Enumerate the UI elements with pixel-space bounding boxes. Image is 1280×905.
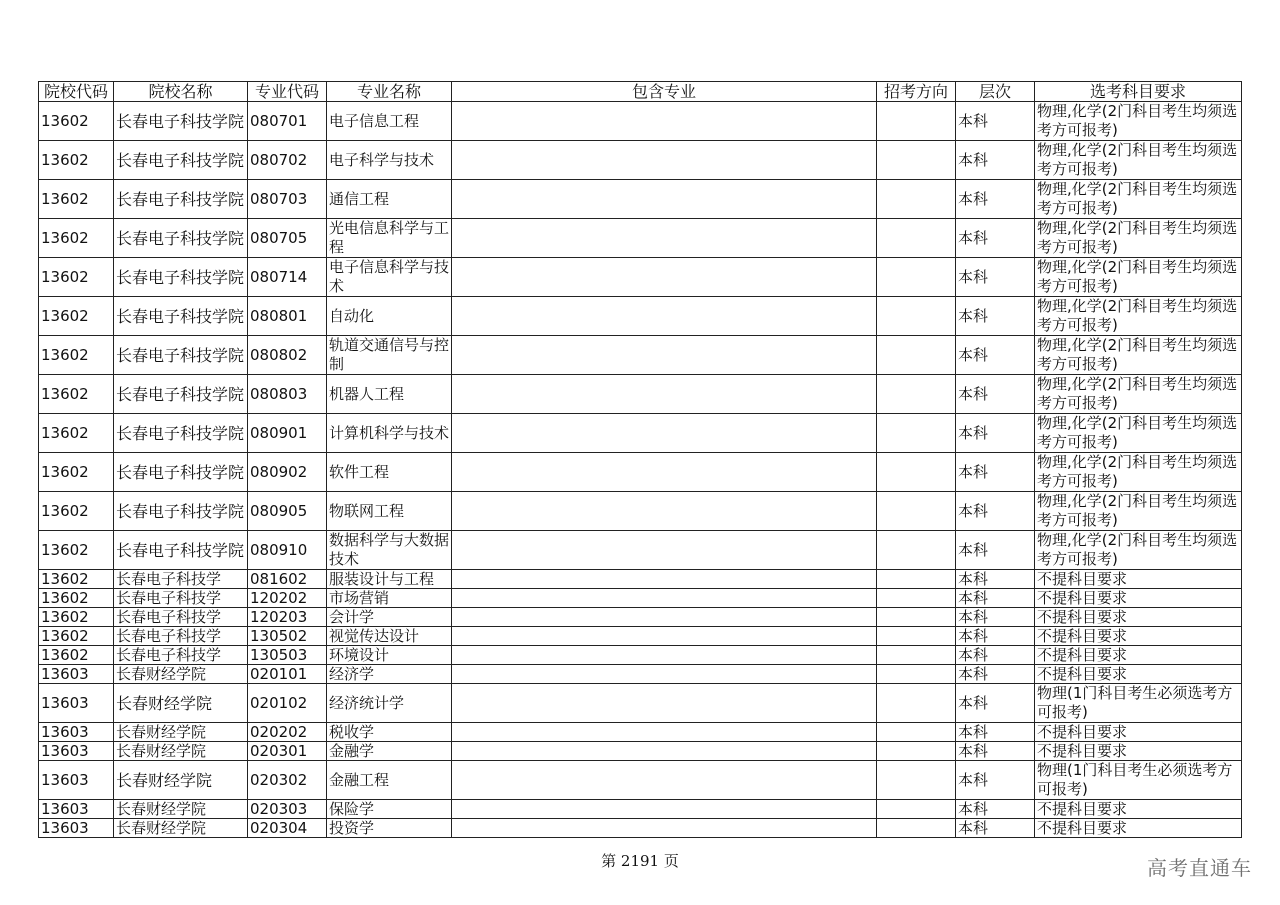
school-name-cell: 长春电子科技学院 [114, 453, 248, 492]
level-cell: 本科 [956, 219, 1035, 258]
major-name-cell: 金融学 [327, 742, 452, 761]
subject-requirement-cell: 不提科目要求 [1035, 608, 1242, 627]
school-name-cell: 长春电子科技学院 [114, 141, 248, 180]
major-name-cell: 电子信息科学与技术 [327, 258, 452, 297]
subject-requirement-cell: 物理(1门科目考生必须选考方可报考) [1035, 684, 1242, 723]
table-row [39, 453, 1242, 492]
table-row [39, 141, 1242, 180]
school-code-cell: 13602 [39, 589, 114, 608]
direction-cell [877, 819, 956, 838]
included-majors-cell [452, 414, 877, 453]
included-majors-cell [452, 102, 877, 141]
major-name-cell: 市场营销 [327, 589, 452, 608]
major-name-cell: 机器人工程 [327, 375, 452, 414]
school-name-cell: 长春电子科技学 [114, 627, 248, 646]
subject-requirement-cell: 不提科目要求 [1035, 627, 1242, 646]
major-name-cell: 经济统计学 [327, 684, 452, 723]
included-majors-cell [452, 608, 877, 627]
included-majors-cell [452, 219, 877, 258]
school-name-cell: 长春电子科技学院 [114, 492, 248, 531]
subject-requirement-cell: 物理,化学(2门科目考生均须选考方可报考) [1035, 141, 1242, 180]
school-code-cell: 13603 [39, 723, 114, 742]
major-code-cell: 020304 [248, 819, 327, 838]
major-name-cell: 服装设计与工程 [327, 570, 452, 589]
school-code-cell: 13602 [39, 297, 114, 336]
school-code-cell: 13602 [39, 627, 114, 646]
included-majors-cell [452, 723, 877, 742]
included-majors-cell [452, 742, 877, 761]
school-name-cell: 长春财经学院 [114, 723, 248, 742]
direction-cell [877, 627, 956, 646]
level-cell: 本科 [956, 608, 1035, 627]
major-code-cell: 020202 [248, 723, 327, 742]
table-row [39, 684, 1242, 723]
table-row [39, 570, 1242, 589]
direction-cell [877, 453, 956, 492]
subject-requirement-cell: 不提科目要求 [1035, 819, 1242, 838]
school-name-cell: 长春电子科技学 [114, 589, 248, 608]
subject-requirement-cell: 不提科目要求 [1035, 570, 1242, 589]
major-name-cell: 通信工程 [327, 180, 452, 219]
school-code-cell: 13602 [39, 570, 114, 589]
major-code-cell: 080801 [248, 297, 327, 336]
majors-table [38, 81, 1242, 838]
school-name-cell: 长春电子科技学 [114, 646, 248, 665]
subject-requirement-cell: 物理,化学(2门科目考生均须选考方可报考) [1035, 531, 1242, 570]
header-school-code: 院校代码 [39, 82, 114, 102]
table-row [39, 819, 1242, 838]
school-name-cell: 长春财经学院 [114, 742, 248, 761]
level-cell: 本科 [956, 800, 1035, 819]
school-code-cell: 13602 [39, 180, 114, 219]
direction-cell [877, 723, 956, 742]
subject-requirement-cell: 物理,化学(2门科目考生均须选考方可报考) [1035, 219, 1242, 258]
major-name-cell: 自动化 [327, 297, 452, 336]
subject-requirement-cell: 物理,化学(2门科目考生均须选考方可报考) [1035, 297, 1242, 336]
school-code-cell: 13602 [39, 646, 114, 665]
major-code-cell: 080901 [248, 414, 327, 453]
level-cell: 本科 [956, 258, 1035, 297]
major-code-cell: 020101 [248, 665, 327, 684]
school-name-cell: 长春电子科技学院 [114, 336, 248, 375]
major-name-cell: 物联网工程 [327, 492, 452, 531]
level-cell: 本科 [956, 570, 1035, 589]
level-cell: 本科 [956, 761, 1035, 800]
major-code-cell: 080702 [248, 141, 327, 180]
table-row [39, 336, 1242, 375]
major-name-cell: 软件工程 [327, 453, 452, 492]
level-cell: 本科 [956, 375, 1035, 414]
table-row [39, 258, 1242, 297]
subject-requirement-cell: 不提科目要求 [1035, 665, 1242, 684]
subject-requirement-cell: 物理(1门科目考生必须选考方可报考) [1035, 761, 1242, 800]
watermark-logo: 高考直通车 [1147, 856, 1252, 880]
major-code-cell: 080905 [248, 492, 327, 531]
table-row [39, 665, 1242, 684]
header-school-name: 院校名称 [114, 82, 248, 102]
table-row [39, 646, 1242, 665]
included-majors-cell [452, 646, 877, 665]
table-row [39, 102, 1242, 141]
major-code-cell: 080902 [248, 453, 327, 492]
subject-requirement-cell: 物理,化学(2门科目考生均须选考方可报考) [1035, 180, 1242, 219]
included-majors-cell [452, 297, 877, 336]
subject-requirement-cell: 物理,化学(2门科目考生均须选考方可报考) [1035, 414, 1242, 453]
school-name-cell: 长春财经学院 [114, 761, 248, 800]
subject-requirement-cell: 不提科目要求 [1035, 589, 1242, 608]
included-majors-cell [452, 453, 877, 492]
included-majors-cell [452, 336, 877, 375]
subject-requirement-cell: 物理,化学(2门科目考生均须选考方可报考) [1035, 375, 1242, 414]
school-name-cell: 长春电子科技学院 [114, 531, 248, 570]
table-row [39, 589, 1242, 608]
school-name-cell: 长春电子科技学院 [114, 258, 248, 297]
level-cell: 本科 [956, 723, 1035, 742]
included-majors-cell [452, 180, 877, 219]
direction-cell [877, 800, 956, 819]
direction-cell [877, 414, 956, 453]
school-name-cell: 长春电子科技学院 [114, 102, 248, 141]
header-subject-requirement: 选考科目要求 [1035, 82, 1242, 102]
major-code-cell: 080703 [248, 180, 327, 219]
direction-cell [877, 531, 956, 570]
included-majors-cell [452, 665, 877, 684]
level-cell: 本科 [956, 531, 1035, 570]
table-row [39, 531, 1242, 570]
included-majors-cell [452, 570, 877, 589]
level-cell: 本科 [956, 180, 1035, 219]
school-code-cell: 13603 [39, 684, 114, 723]
level-cell: 本科 [956, 141, 1035, 180]
major-name-cell: 税收学 [327, 723, 452, 742]
direction-cell [877, 375, 956, 414]
table-row [39, 761, 1242, 800]
header-direction: 招考方向 [877, 82, 956, 102]
included-majors-cell [452, 531, 877, 570]
included-majors-cell [452, 375, 877, 414]
school-code-cell: 13602 [39, 608, 114, 627]
major-name-cell: 电子信息工程 [327, 102, 452, 141]
major-code-cell: 020301 [248, 742, 327, 761]
direction-cell [877, 180, 956, 219]
major-name-cell: 轨道交通信号与控制 [327, 336, 452, 375]
major-name-cell: 投资学 [327, 819, 452, 838]
included-majors-cell [452, 141, 877, 180]
level-cell: 本科 [956, 627, 1035, 646]
subject-requirement-cell: 物理,化学(2门科目考生均须选考方可报考) [1035, 336, 1242, 375]
school-name-cell: 长春电子科技学院 [114, 219, 248, 258]
school-code-cell: 13602 [39, 375, 114, 414]
table-row [39, 742, 1242, 761]
school-code-cell: 13602 [39, 453, 114, 492]
level-cell: 本科 [956, 453, 1035, 492]
header-level: 层次 [956, 82, 1035, 102]
school-code-cell: 13603 [39, 761, 114, 800]
major-code-cell: 080705 [248, 219, 327, 258]
included-majors-cell [452, 589, 877, 608]
level-cell: 本科 [956, 819, 1035, 838]
header-included-majors: 包含专业 [452, 82, 877, 102]
level-cell: 本科 [956, 297, 1035, 336]
included-majors-cell [452, 492, 877, 531]
major-name-cell: 环境设计 [327, 646, 452, 665]
direction-cell [877, 665, 956, 684]
school-code-cell: 13603 [39, 800, 114, 819]
school-code-cell: 13602 [39, 531, 114, 570]
included-majors-cell [452, 684, 877, 723]
table-row [39, 608, 1242, 627]
direction-cell [877, 141, 956, 180]
table-row [39, 180, 1242, 219]
table-row [39, 414, 1242, 453]
header-major-name: 专业名称 [327, 82, 452, 102]
included-majors-cell [452, 761, 877, 800]
subject-requirement-cell: 不提科目要求 [1035, 800, 1242, 819]
level-cell: 本科 [956, 102, 1035, 141]
subject-requirement-cell: 不提科目要求 [1035, 742, 1242, 761]
direction-cell [877, 492, 956, 531]
table-row [39, 492, 1242, 531]
major-name-cell: 保险学 [327, 800, 452, 819]
subject-requirement-cell: 不提科目要求 [1035, 646, 1242, 665]
direction-cell [877, 761, 956, 800]
major-name-cell: 经济学 [327, 665, 452, 684]
school-code-cell: 13602 [39, 141, 114, 180]
school-name-cell: 长春财经学院 [114, 800, 248, 819]
level-cell: 本科 [956, 684, 1035, 723]
school-name-cell: 长春财经学院 [114, 684, 248, 723]
school-code-cell: 13602 [39, 258, 114, 297]
page-number: 第 2191 页 [601, 852, 679, 870]
header-major-code: 专业代码 [248, 82, 327, 102]
major-name-cell: 视觉传达设计 [327, 627, 452, 646]
major-code-cell: 080714 [248, 258, 327, 297]
school-code-cell: 13603 [39, 665, 114, 684]
major-code-cell: 120202 [248, 589, 327, 608]
subject-requirement-cell: 不提科目要求 [1035, 723, 1242, 742]
table-row [39, 723, 1242, 742]
included-majors-cell [452, 627, 877, 646]
school-code-cell: 13602 [39, 102, 114, 141]
major-code-cell: 080803 [248, 375, 327, 414]
direction-cell [877, 646, 956, 665]
major-code-cell: 130502 [248, 627, 327, 646]
direction-cell [877, 219, 956, 258]
major-code-cell: 120203 [248, 608, 327, 627]
subject-requirement-cell: 物理,化学(2门科目考生均须选考方可报考) [1035, 492, 1242, 531]
direction-cell [877, 570, 956, 589]
direction-cell [877, 297, 956, 336]
level-cell: 本科 [956, 646, 1035, 665]
major-name-cell: 计算机科学与技术 [327, 414, 452, 453]
level-cell: 本科 [956, 414, 1035, 453]
school-code-cell: 13602 [39, 219, 114, 258]
level-cell: 本科 [956, 589, 1035, 608]
major-name-cell: 电子科学与技术 [327, 141, 452, 180]
school-name-cell: 长春电子科技学院 [114, 414, 248, 453]
subject-requirement-cell: 物理,化学(2门科目考生均须选考方可报考) [1035, 258, 1242, 297]
subject-requirement-cell: 物理,化学(2门科目考生均须选考方可报考) [1035, 102, 1242, 141]
subject-requirement-cell: 物理,化学(2门科目考生均须选考方可报考) [1035, 453, 1242, 492]
direction-cell [877, 258, 956, 297]
major-code-cell: 020303 [248, 800, 327, 819]
major-name-cell: 金融工程 [327, 761, 452, 800]
level-cell: 本科 [956, 665, 1035, 684]
major-code-cell: 080701 [248, 102, 327, 141]
school-name-cell: 长春财经学院 [114, 819, 248, 838]
school-name-cell: 长春电子科技学 [114, 608, 248, 627]
header-row [39, 82, 1242, 102]
table-row [39, 627, 1242, 646]
school-name-cell: 长春财经学院 [114, 665, 248, 684]
school-code-cell: 13602 [39, 414, 114, 453]
direction-cell [877, 102, 956, 141]
direction-cell [877, 684, 956, 723]
table-row [39, 375, 1242, 414]
school-code-cell: 13602 [39, 492, 114, 531]
table-row [39, 219, 1242, 258]
major-name-cell: 数据科学与大数据技术 [327, 531, 452, 570]
included-majors-cell [452, 800, 877, 819]
included-majors-cell [452, 258, 877, 297]
school-name-cell: 长春电子科技学院 [114, 297, 248, 336]
direction-cell [877, 742, 956, 761]
major-name-cell: 会计学 [327, 608, 452, 627]
direction-cell [877, 336, 956, 375]
major-code-cell: 081602 [248, 570, 327, 589]
table-row [39, 800, 1242, 819]
major-code-cell: 020102 [248, 684, 327, 723]
direction-cell [877, 589, 956, 608]
level-cell: 本科 [956, 492, 1035, 531]
school-name-cell: 长春电子科技学院 [114, 375, 248, 414]
school-name-cell: 长春电子科技学院 [114, 180, 248, 219]
major-name-cell: 光电信息科学与工程 [327, 219, 452, 258]
level-cell: 本科 [956, 742, 1035, 761]
included-majors-cell [452, 819, 877, 838]
table-row [39, 297, 1242, 336]
school-code-cell: 13603 [39, 819, 114, 838]
school-name-cell: 长春电子科技学 [114, 570, 248, 589]
major-code-cell: 080802 [248, 336, 327, 375]
major-code-cell: 080910 [248, 531, 327, 570]
level-cell: 本科 [956, 336, 1035, 375]
direction-cell [877, 608, 956, 627]
major-code-cell: 020302 [248, 761, 327, 800]
major-code-cell: 130503 [248, 646, 327, 665]
school-code-cell: 13603 [39, 742, 114, 761]
school-code-cell: 13602 [39, 336, 114, 375]
